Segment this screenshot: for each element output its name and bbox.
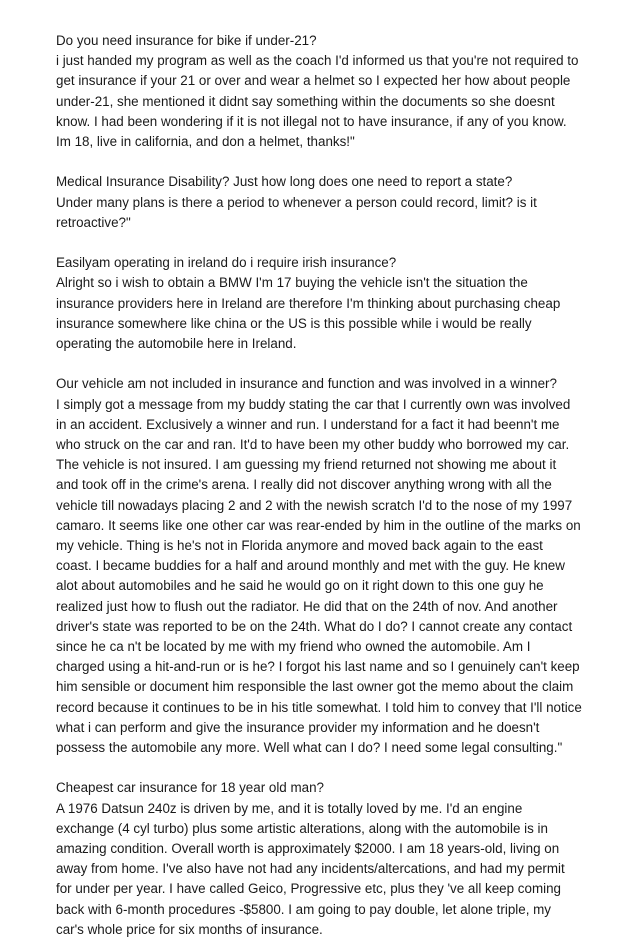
question-heading: Our vehicle am not included in insurance and function and was involved in a winner?	[56, 376, 557, 392]
answer-text: Alright so i wish to obtain a BMW I'm 17 buying the vehicle isn't the situation the insurance providers here in Ireland are therefore I'm thinking about purchasing cheap insurance somewhere like china or the US is this possible while i would be really operating the automobile here in Ireland.	[56, 275, 561, 352]
answer-text: I simply got a message from my buddy stating the car that I currently own was involved in an accident. Exclusively a winner and run. I understand for a fact it had beenn't me who struck on the car and ran. It'd to have been my other buddy who borrowed my car. The vehicle is not insured. I am guessing my friend returned not showing me about it and took off in the crime's arena. I really did not discover anything wrong with all the vehicle till nowadays placing 2 and 2 with the newish scratch I'd to the nose of my 1997 camaro. It seems like one other car was rear-ended by him in the outline of the marks on my vehicle. Thing is he's not in Florida anymore and moved back again to the east coast. I became buddies for a half and around monthly and met with the guy. He knew alot about automobiles and he said he would go on it right down to this one guy he realized just how to flush out the radiator. He did that on the 24th of nov. And another driver's state was reported to be on the 24th. What do I do? I cannot create any contact since he ca n't be located by me with my friend who owned the automobile. Am I charged using a hit-and-run or is he? I forgot his last name and so I genuinely can't keep him sensible or document him responsible the last owner got the memo about the claim record because it continues to be in his title somewhat. I told him to convey that I'll notice what i can perform and give the insurance provider my information and he doesn't possess the automobile any more. Well what can I do? I need some legal consulting."	[56, 396, 582, 756]
qa-entry-disability	[56, 172, 582, 233]
qa-entry-cheapest-insurance	[56, 778, 582, 940]
qa-entry-hit-and-run	[56, 374, 582, 758]
question-heading: Do you need insurance for bike if under-21?	[56, 33, 317, 48]
answer-text: i just handed my program as well as the coach I'd informed us that you're not required to get insurance if your 21 or over and wear a helmet so I expected her how about people under-21, she mentioned it didnt say something within the documents so she doesnt know. I had been wondering if it is not illegal not to have insurance, if any of you know. Im 18, live in california, and don a helmet, thanks!"	[56, 53, 579, 150]
answer-text: A 1976 Datsun 240z is driven by me, and it is totally loved by me. I'd an engine exchange (4 cyl turbo) plus some artistic alterations, along with the automobile is in amazing condition. Overall worth is approximately $2000. I am 18 years-old, living on away from home. I've also have not had any incidents/altercations, and had my permit for under per year. I have called Geico, Progressive etc, plus they 've all keep coming back with 6-month procedures -$5800. I am going to pay double, let alone triple, my car's whole price for six months of insurance.	[56, 800, 565, 937]
question-heading: Easilyam operating in ireland do i require irish insurance?	[56, 255, 397, 271]
answer-text: Under many plans is there a period to whenever a person could record, limit? is it retroactive?"	[56, 194, 537, 230]
qa-entry-ireland	[56, 253, 582, 354]
qa-entry-bike-insurance	[56, 31, 582, 152]
question-heading: Cheapest car insurance for 18 year old man?	[56, 780, 324, 796]
question-heading: Medical Insurance Disability? Just how long does one need to report a state?	[56, 174, 513, 190]
